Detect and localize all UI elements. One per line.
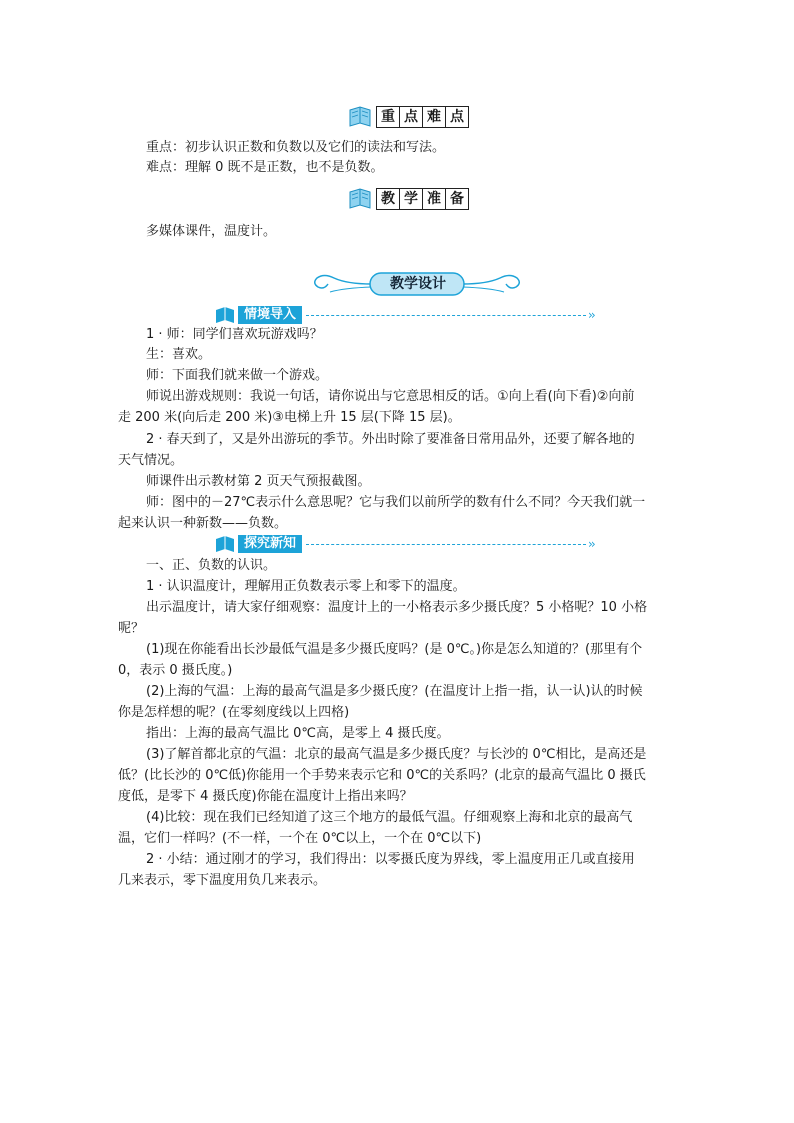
book-icon bbox=[348, 106, 372, 128]
banner-title: 教学设计 bbox=[390, 276, 446, 292]
section1-line: 师课件出示教材第 2 页天气预报截图。 bbox=[146, 474, 371, 489]
preparation-char: 教 bbox=[377, 189, 400, 209]
difficult-point-line: 难点：理解 0 既不是正数，也不是负数。 bbox=[146, 160, 384, 175]
section2-line: 一、正、负数的认识。 bbox=[146, 558, 277, 573]
section-label: 探究新知 bbox=[238, 535, 302, 553]
section2-line: 出示温度计，请大家仔细观察：温度计上的一小格表示多少摄氏度？5 小格呢？10 小格 bbox=[146, 600, 648, 615]
section2-line: (2)上海的气温：上海的最高气温是多少摄氏度？(在温度计上指一指，认一认)认的时候 bbox=[146, 684, 643, 699]
section2-line: 几来表示，零下温度用负几来表示。 bbox=[118, 873, 327, 888]
section1-line: 师：下面我们就来做一个游戏。 bbox=[146, 368, 329, 383]
section-label: 情境导入 bbox=[238, 306, 302, 324]
section2-line: 度低，是零下 4 摄氏度)你能在温度计上指出来吗？ bbox=[118, 789, 413, 804]
section2-line: 指出：上海的最高气温比 0℃高，是零上 4 摄氏度。 bbox=[146, 726, 450, 741]
section2-line: 呢？ bbox=[118, 621, 145, 636]
section2-line: 低？(比长沙的 0℃低)你能用一个手势来表示它和 0℃的关系吗？(北京的最高气温比 0 摄氏 bbox=[118, 768, 646, 783]
section1-line: 生：喜欢。 bbox=[146, 347, 212, 362]
preparation-char: 备 bbox=[450, 191, 464, 207]
double-chevron-icon: ›› bbox=[588, 308, 594, 322]
key-points-char: 难 bbox=[423, 107, 446, 127]
double-chevron-icon: ›› bbox=[588, 537, 594, 551]
section2-line: 你是怎样想的呢？(在零刻度线以上四格) bbox=[118, 705, 350, 720]
section1-line: 2 · 春天到了，又是外出游玩的季节。外出时除了要准备日常用品外，还要了解各地的 bbox=[146, 432, 635, 447]
dashed-divider bbox=[306, 315, 586, 316]
section1-line: 起来认识一种新数——负数。 bbox=[118, 516, 288, 531]
key-points-header bbox=[348, 106, 469, 128]
section2-line: (3)了解首都北京的气温：北京的最高气温是多少摄氏度？与长沙的 0℃相比，是高还是 bbox=[146, 747, 647, 762]
preparation-char: 学 bbox=[400, 189, 423, 209]
dashed-divider bbox=[306, 544, 586, 545]
section1-line: 走 200 米(向后走 200 米)③电梯上升 15 层(下降 15 层)。 bbox=[118, 410, 461, 425]
section1-line: 师说出游戏规则：我说一句话，请你说出与它意思相反的话。①向上看(向下看)②向前 bbox=[146, 389, 635, 404]
section1-line: 天气情况。 bbox=[118, 453, 184, 468]
book-icon bbox=[348, 188, 372, 210]
key-points-char: 点 bbox=[400, 107, 423, 127]
section1-line: 1 · 师：同学们喜欢玩游戏吗？ bbox=[146, 327, 323, 342]
section2-line: (1)现在你能看出长沙最低气温是多少摄氏度吗？(是 0℃。)你是怎么知道的？(那里有个 bbox=[146, 642, 643, 657]
key-points-char: 点 bbox=[450, 109, 464, 125]
section2-line: 温，它们一样吗？(不一样，一个在 0℃以上，一个在 0℃以下) bbox=[118, 831, 482, 846]
preparation-header bbox=[348, 188, 469, 210]
section2-line: 2 · 小结：通过刚才的学习，我们得出：以零摄氏度为界线，零上温度用正几或直接用 bbox=[146, 852, 635, 867]
section1-line: 师：图中的－27℃表示什么意思呢？它与我们以前所学的数有什么不同？今天我们就一 bbox=[146, 495, 646, 510]
section-header-explore bbox=[214, 534, 594, 554]
preparation-line: 多媒体课件，温度计。 bbox=[146, 224, 277, 239]
key-point-line: 重点：初步认识正数和负数以及它们的读法和写法。 bbox=[146, 140, 446, 155]
book-icon bbox=[214, 534, 236, 554]
section2-line: 1 · 认识温度计，理解用正负数表示零上和零下的温度。 bbox=[146, 579, 466, 594]
key-points-char: 重 bbox=[377, 107, 400, 127]
section2-line: 0，表示 0 摄氏度。) bbox=[118, 663, 233, 678]
section-header-scenario bbox=[214, 305, 594, 325]
book-icon bbox=[214, 305, 236, 325]
section2-line: (4)比较：现在我们已经知道了这三个地方的最低气温。仔细观察上海和北京的最高气 bbox=[146, 810, 633, 825]
preparation-char: 准 bbox=[423, 189, 446, 209]
